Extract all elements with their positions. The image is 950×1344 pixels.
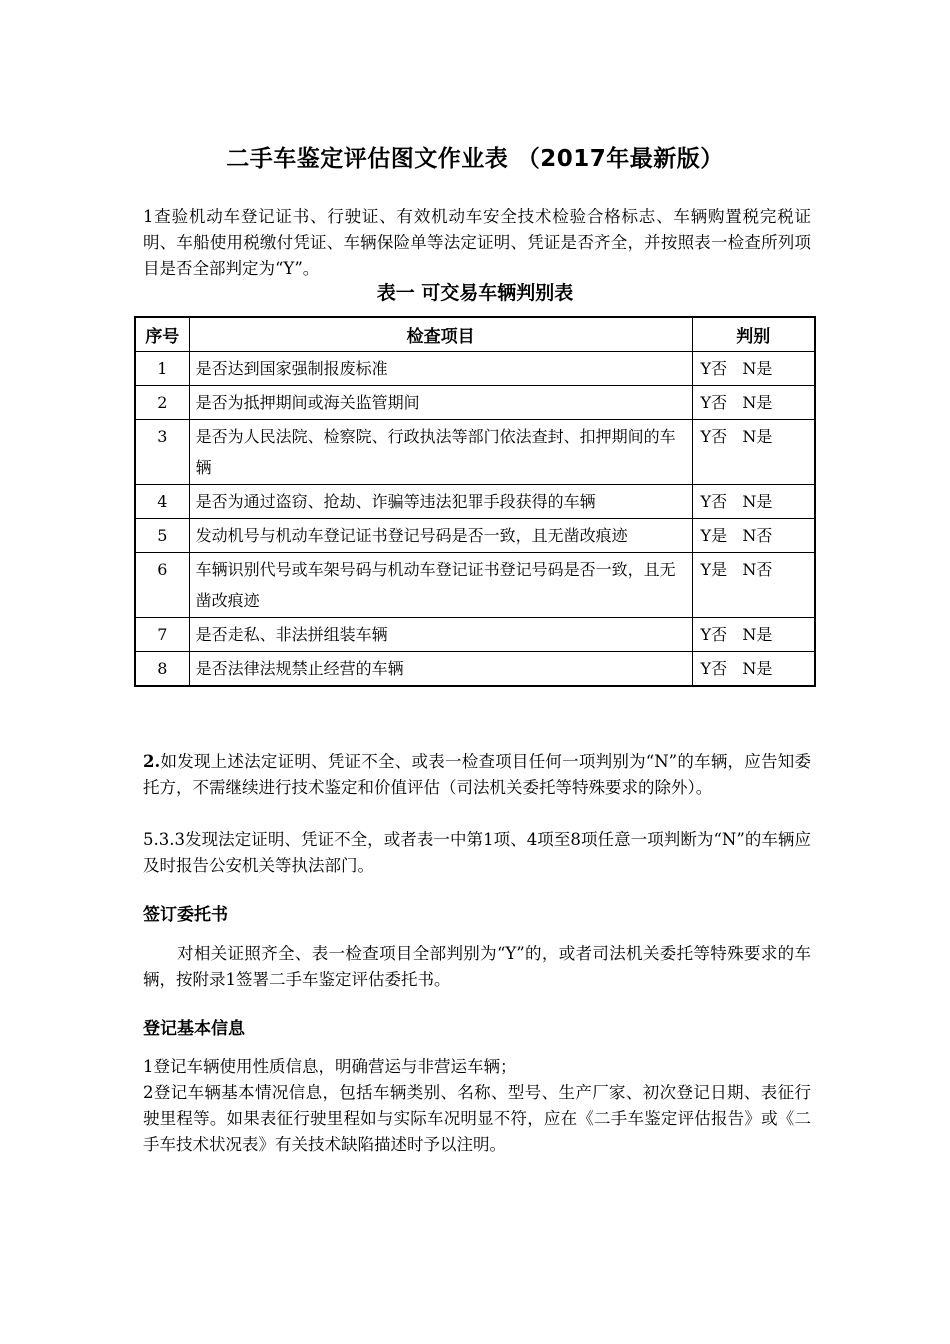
paragraph-2-number: 2. [143,752,161,771]
row-item: 发动机号与机动车登记证书登记号码是否一致，且无凿改痕迹 [189,519,692,553]
paragraph-2 [143,749,811,801]
row-seq: 4 [135,485,189,519]
intro-paragraph: 1查验机动车登记证书、行驶证、有效机动车安全技术检验合格标志、车辆购置税完税证明、车船使用税缴付凭证、车辆保险单等法定证明、凭证是否齐全，并按照表一检查所列项目是否全部判定为“Y”。 [143,207,811,278]
row-item: 是否为人民法院、检察院、行政执法等部门依法查封、扣押期间的车辆 [189,420,692,485]
row-result: Y是 N否 [692,519,815,553]
table-row [135,519,815,553]
table-row [135,386,815,420]
header-item: 检查项目 [189,317,692,352]
heading-register-info: 登记基本信息 [143,1019,245,1039]
row-seq: 7 [135,618,189,652]
paragraph-sign-commission: 对相关证照齐全、表一检查项目全部判别为“Y”的，或者司法机关委托等特殊要求的车辆，按附录1签署二手车鉴定评估委托书。 [143,944,811,989]
row-result: Y否 N是 [692,618,815,652]
row-result: Y否 N是 [692,386,815,420]
row-seq: 8 [135,652,189,687]
row-result: Y否 N是 [692,652,815,687]
row-seq: 2 [135,386,189,420]
document-title: 二手车鉴定评估图文作业表 （2017年最新版） [226,146,724,172]
header-result: 判别 [692,317,815,352]
register-item-2: 2登记车辆基本情况信息，包括车辆类别、名称、型号、生产厂家、初次登记日期、表征行驶里程等。如果表征行驶里程如与实际车况明显不符，应在《二手车鉴定评估报告》或《二手车技术状况表》有关技术缺陷描述时予以注明。 [143,1083,811,1154]
register-item-1: 1登记车辆使用性质信息，明确营运与非营运车辆； [143,1057,517,1076]
row-item: 是否达到国家强制报废标准 [189,352,692,386]
table-title: 表一 可交易车辆判别表 [376,282,574,304]
paragraph-2-text: 如发现上述法定证明、凭证不全、或表一检查项目任何一项判别为“N”的车辆，应告知委托方，不需继续进行技术鉴定和价值评估（司法机关委托等特殊要求的除外）。 [143,752,811,797]
table-header-row [135,317,815,352]
row-item: 是否法律法规禁止经营的车辆 [189,652,692,687]
row-item: 是否为通过盗窃、抢劫、诈骗等违法犯罪手段获得的车辆 [189,485,692,519]
vehicle-check-table [134,316,816,687]
row-seq: 1 [135,352,189,386]
table-row [135,420,815,485]
table-row [135,618,815,652]
row-seq: 3 [135,420,189,485]
row-result: Y否 N是 [692,352,815,386]
table-row [135,485,815,519]
table-row [135,652,815,687]
heading-sign-commission: 签订委托书 [143,905,228,925]
row-seq: 5 [135,519,189,553]
header-seq: 序号 [135,317,189,352]
row-item: 是否为抵押期间或海关监管期间 [189,386,692,420]
row-result: Y是 N否 [692,553,815,618]
row-seq: 6 [135,553,189,618]
row-item: 车辆识别代号或车架号码与机动车登记证书登记号码是否一致，且无凿改痕迹 [189,553,692,618]
row-item: 是否走私、非法拼组装车辆 [189,618,692,652]
table-row [135,553,815,618]
row-result: Y否 N是 [692,485,815,519]
paragraph-5-3-3: 5.3.3发现法定证明、凭证不全，或者表一中第1项、4项至8项任意一项判断为“N”的车辆应及时报告公安机关等执法部门。 [143,830,811,875]
row-result: Y否 N是 [692,420,815,485]
table-row [135,352,815,386]
